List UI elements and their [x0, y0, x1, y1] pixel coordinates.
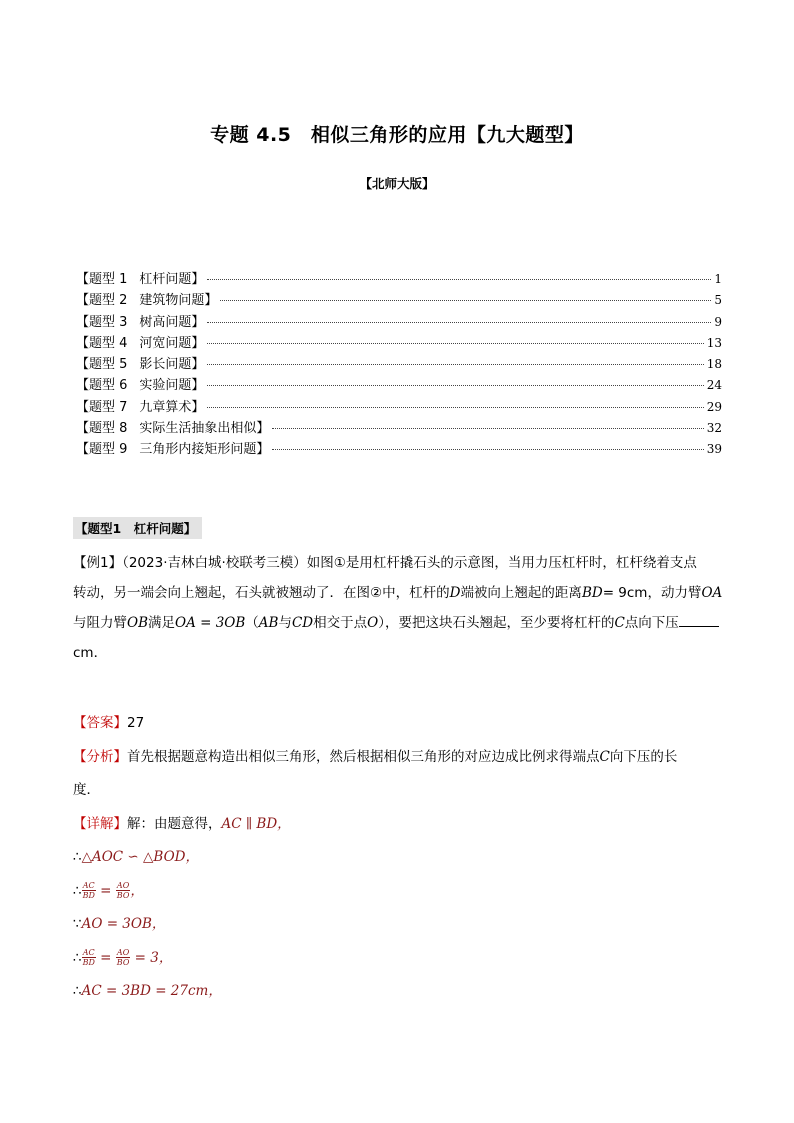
- toc-leader-dots: [207, 385, 703, 386]
- example-text: 端被向上翘起的距离: [460, 585, 582, 601]
- analysis-text: 首先根据题意构造出相似三角形，然后根据相似三角形的对应边成比例求得端点: [127, 748, 600, 765]
- example-line: [73, 608, 723, 638]
- proof-line: [73, 841, 723, 875]
- proof-line: [73, 975, 723, 1009]
- toc-type-label: 【题型 6: [76, 378, 128, 394]
- toc-type-label: 【题型 2: [76, 293, 128, 309]
- fraction: [116, 948, 131, 967]
- example-text: 点向下压: [624, 615, 679, 631]
- toc-leader-dots: [207, 279, 711, 280]
- toc-leader-dots: [207, 322, 711, 323]
- var-ob: OB: [127, 615, 148, 631]
- var-c: C: [614, 615, 625, 631]
- toc-item-name: 九章算术】: [139, 399, 205, 415]
- numerator: AC: [82, 948, 95, 957]
- fraction: [82, 881, 96, 900]
- equals-sign: =: [95, 882, 116, 899]
- answer-line: [73, 707, 723, 741]
- fraction: [116, 881, 131, 900]
- detail-text: 解：由题意得，: [127, 815, 222, 832]
- toc-page-number: 13: [706, 335, 722, 350]
- toc-type-label: 【题型 8: [76, 421, 128, 437]
- detail-line: [73, 808, 723, 842]
- example-text: 与阻力臂: [73, 615, 127, 631]
- toc-leader-dots: [220, 300, 711, 301]
- toc-item[interactable]: [76, 289, 722, 310]
- toc-type-label: 【题型 5: [76, 357, 128, 373]
- toc-leader-dots: [272, 449, 703, 450]
- equation: OA = 3OB: [175, 615, 246, 631]
- equals-sign: =: [95, 949, 116, 966]
- toc-page-number: 39: [706, 442, 722, 457]
- numerator: AC: [82, 881, 95, 890]
- example-text: （: [245, 615, 259, 631]
- table-of-contents: [76, 268, 722, 460]
- detail-label: 【详解】: [73, 815, 127, 832]
- therefore-symbol: ∴: [73, 882, 82, 899]
- toc-page-number: 9: [714, 314, 722, 329]
- var-cd: CD: [291, 615, 314, 631]
- denominator: BO: [116, 891, 130, 900]
- numerator: AO: [116, 948, 130, 957]
- toc-type-label: 【题型 1: [76, 272, 128, 287]
- fraction: [82, 948, 96, 967]
- proof-line: [73, 908, 723, 942]
- math-statement: AO = 3OB，: [81, 916, 166, 932]
- therefore-symbol: ∴: [73, 849, 82, 865]
- therefore-symbol: ∴: [73, 983, 82, 999]
- toc-item-name: 建筑物问题】: [139, 293, 218, 309]
- analysis-line: [73, 774, 723, 808]
- toc-page-number: 1: [714, 272, 722, 286]
- therefore-symbol: ∴: [73, 949, 82, 966]
- denominator: BD: [82, 958, 95, 967]
- edition-label: 【北师大版】: [359, 176, 435, 191]
- example-text: 满足: [148, 615, 175, 631]
- toc-item[interactable]: [76, 417, 722, 438]
- numerator: AO: [116, 881, 130, 890]
- var-d: D: [449, 585, 461, 601]
- toc-item-name: 实验问题】: [139, 378, 205, 394]
- example-problem: [73, 548, 723, 668]
- var-ab: AB: [258, 615, 279, 631]
- analysis-text: 向下压的长: [609, 748, 678, 765]
- toc-item[interactable]: [76, 268, 722, 289]
- solution-block: [73, 707, 723, 1009]
- math-statement: △AOC ∽ △BOD，: [81, 849, 199, 865]
- example-text: 与: [278, 615, 292, 631]
- toc-type-label: 【题型 4: [76, 335, 128, 351]
- var-bd: BD: [581, 585, 603, 601]
- toc-type-label: 【题型 7: [76, 399, 128, 415]
- toc-item-name: 杠杆问题】: [139, 272, 205, 287]
- proof-line: [73, 942, 723, 976]
- example-text: 相交于点: [313, 615, 368, 631]
- example-label: 【例1】: [73, 555, 123, 571]
- example-line: [73, 578, 723, 608]
- toc-item-name: 河宽问题】: [139, 335, 205, 351]
- toc-item[interactable]: [76, 332, 722, 353]
- analysis-label: 【分析】: [73, 748, 127, 765]
- answer-value: 27: [127, 715, 145, 731]
- var-o: O: [367, 615, 379, 631]
- toc-type-label: 【题型 9: [76, 442, 128, 458]
- toc-leader-dots: [207, 407, 703, 408]
- analysis-line: [73, 741, 723, 775]
- math-statement: AC = 3BD = 27cm，: [81, 983, 222, 999]
- unit-text: cm．: [73, 645, 108, 661]
- example-text: 转动，另一端会向上翘起，石头就被翘动了．在图②中，杠杆的: [73, 585, 450, 601]
- toc-item-name: 树高问题】: [139, 314, 205, 330]
- proof-line: [73, 875, 723, 909]
- denominator: BO: [116, 958, 130, 967]
- toc-page-number: 32: [706, 421, 722, 436]
- toc-item[interactable]: [76, 374, 722, 395]
- toc-item[interactable]: [76, 311, 722, 332]
- toc-item[interactable]: [76, 353, 722, 374]
- document-title: 专题 4.5 相似三角形的应用【九大题型】: [210, 124, 584, 146]
- example-source: （2023·吉林白城·校联考三模）: [122, 555, 307, 571]
- toc-leader-dots: [272, 428, 703, 429]
- toc-type-label: 【题型 3: [76, 314, 128, 330]
- section-heading: 【题型1 杠杆问题】: [73, 517, 202, 539]
- var-c: C: [599, 748, 610, 765]
- denominator: BD: [82, 891, 95, 900]
- example-text: 如图①是用杠杆撬石头的示意图，当用力压杠杆时，杠杆绕着支点: [306, 555, 697, 571]
- because-symbol: ∵: [73, 916, 82, 932]
- math-statement: = 3，: [130, 949, 173, 966]
- toc-page-number: 5: [714, 293, 722, 308]
- toc-page-number: 24: [706, 378, 722, 393]
- toc-page-number: 18: [706, 357, 722, 372]
- punctuation: ，: [130, 882, 144, 899]
- toc-item[interactable]: [76, 396, 722, 417]
- example-text: ），要把这块石头翘起，至少要将杠杆的: [378, 615, 615, 631]
- example-text: = 9cm，动力臂: [602, 585, 702, 601]
- example-line: [73, 548, 723, 578]
- answer-blank[interactable]: [679, 614, 719, 627]
- toc-leader-dots: [207, 343, 703, 344]
- toc-item-name: 实际生活抽象出相似】: [139, 421, 270, 437]
- toc-leader-dots: [207, 364, 703, 365]
- answer-label: 【答案】: [73, 715, 127, 731]
- toc-page-number: 29: [706, 399, 722, 414]
- example-line: [73, 638, 723, 668]
- toc-item[interactable]: [76, 438, 722, 459]
- toc-item-name: 三角形内接矩形问题】: [139, 442, 270, 458]
- toc-item-name: 影长问题】: [139, 357, 205, 373]
- analysis-text: 度．: [73, 782, 100, 798]
- var-oa: OA: [701, 585, 723, 601]
- math-statement: AC ∥ BD，: [221, 815, 291, 832]
